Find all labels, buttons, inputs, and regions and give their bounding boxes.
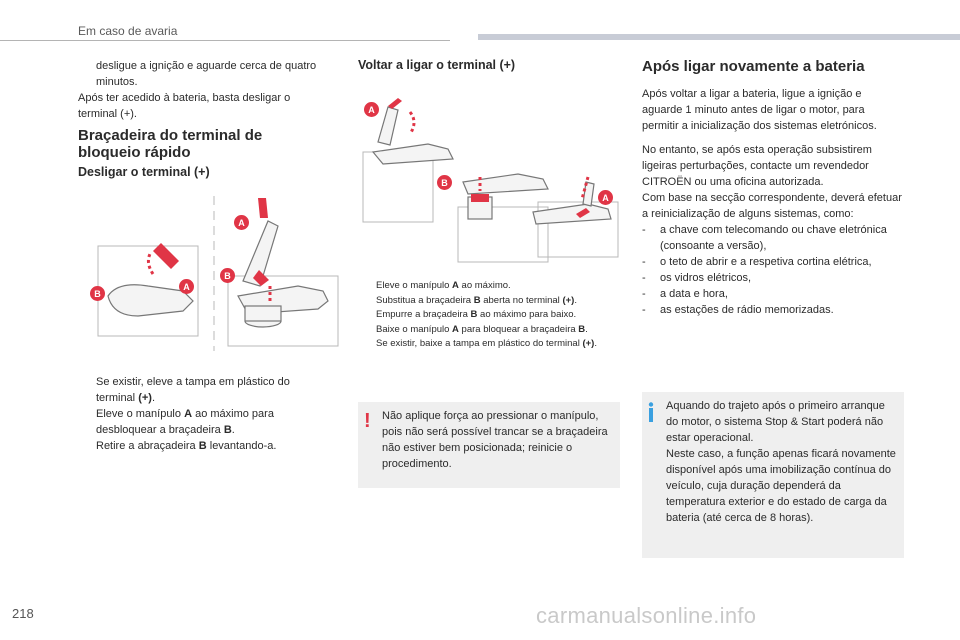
figure-label-a: A bbox=[364, 102, 379, 117]
paragraph: Após ter acedido à bateria, basta desligar o terminal (+). bbox=[78, 92, 291, 120]
bullet-item: Retire a abraçadeira B levantando-a. bbox=[96, 440, 277, 452]
col1-bullets bbox=[78, 374, 323, 454]
col1-top bbox=[78, 58, 318, 122]
col3-heading-block bbox=[642, 58, 912, 75]
info-i-icon bbox=[648, 402, 654, 422]
bullet-item: Eleve o manípulo A ao máximo. bbox=[376, 280, 511, 291]
bullet-item: Baixe o manípulo A para bloquear a braçadeira B. bbox=[376, 323, 588, 335]
warning-note bbox=[358, 402, 620, 488]
sub-heading: Desligar o terminal (+) bbox=[78, 165, 210, 179]
list-item: - as estações de rádio memorizadas. bbox=[642, 304, 834, 316]
list-item: - os vidros elétricos, bbox=[642, 272, 752, 284]
bullet-item: Se existir, eleve a tampa em plástico do terminal (+). bbox=[96, 376, 290, 404]
section-title: Em caso de avaria bbox=[78, 24, 178, 38]
header-rule bbox=[0, 40, 450, 41]
figure-label-b: B bbox=[90, 286, 105, 301]
info-text: Aquando do trajeto após o primeiro arranque do motor, o sistema Stop & Start poderá não estar operacional. Neste caso, a função apenas ficará novamente disponível após uma imobilização contínua do veículo, cuja duração dependerá da temperatura exterior e do estado de carga da bateria (até cerca de 8 horas). bbox=[666, 400, 896, 524]
bullet-item: Se existir, baixe a tampa em plástico do terminal (+). bbox=[376, 338, 597, 349]
bullet-item: Eleve o manípulo A ao máximo para desbloquear a braçadeira B. bbox=[96, 408, 274, 436]
figure-label-a: A bbox=[179, 279, 194, 294]
warning-exclamation-icon: ! bbox=[364, 410, 371, 432]
paragraph: Com base na secção correspondente, deverá efetuar a reinicialização de alguns sistemas, como: bbox=[642, 192, 902, 220]
section-heading: Após ligar novamente a bateria bbox=[642, 58, 865, 75]
list-item: - a chave com telecomando ou chave eletrónica (consoante a versão), bbox=[642, 224, 887, 252]
figure-label-a: A bbox=[234, 215, 249, 230]
col1-heading-block bbox=[78, 127, 318, 161]
figure-label-a: A bbox=[598, 190, 613, 205]
paragraph: No entanto, se após esta operação subsistirem ligeiras perturbações, contacte um revendedor CITROËN ou uma oficina autorizada. bbox=[642, 144, 872, 188]
col2-bullets bbox=[358, 279, 620, 352]
section-heading: Braçadeira do terminal de bloqueio rápido bbox=[78, 127, 263, 161]
col3-body bbox=[642, 86, 904, 318]
paragraph: Após voltar a ligar a bateria, ligue a ignição e aguarde 1 minuto antes de ligar o motor, para permitir a inicialização dos sistemas eletrónicos. bbox=[642, 88, 877, 132]
figure-label-b: B bbox=[437, 175, 452, 190]
header-bar bbox=[478, 34, 960, 40]
bullet-item: desligue a ignição e aguarde cerca de quatro minutos. bbox=[96, 60, 317, 88]
figure-label-b: B bbox=[220, 268, 235, 283]
list-item: - o teto de abrir e a respetiva cortina elétrica, bbox=[642, 256, 872, 268]
battery-clamp-reconnect-figure bbox=[358, 92, 620, 264]
bullet-item: Substitua a braçadeira B aberta no terminal (+). bbox=[376, 294, 577, 306]
section-heading: Voltar a ligar o terminal (+) bbox=[358, 58, 516, 72]
col1-subheading-block bbox=[78, 165, 318, 179]
watermark: carmanualsonline.info bbox=[536, 603, 757, 628]
info-note bbox=[642, 392, 904, 558]
page-number: 218 bbox=[12, 606, 34, 621]
battery-clamp-disconnect-figure bbox=[88, 196, 348, 356]
col2-heading-block bbox=[358, 58, 618, 72]
bullet-item: Empurre a braçadeira B ao máximo para baixo. bbox=[376, 309, 577, 320]
warning-text: Não aplique força ao pressionar o manípulo, pois não será possível trancar se a braçadeira não estiver bem posicionada; reinicie o procedimento. bbox=[382, 410, 608, 470]
list-item: - a data e hora, bbox=[642, 288, 728, 300]
